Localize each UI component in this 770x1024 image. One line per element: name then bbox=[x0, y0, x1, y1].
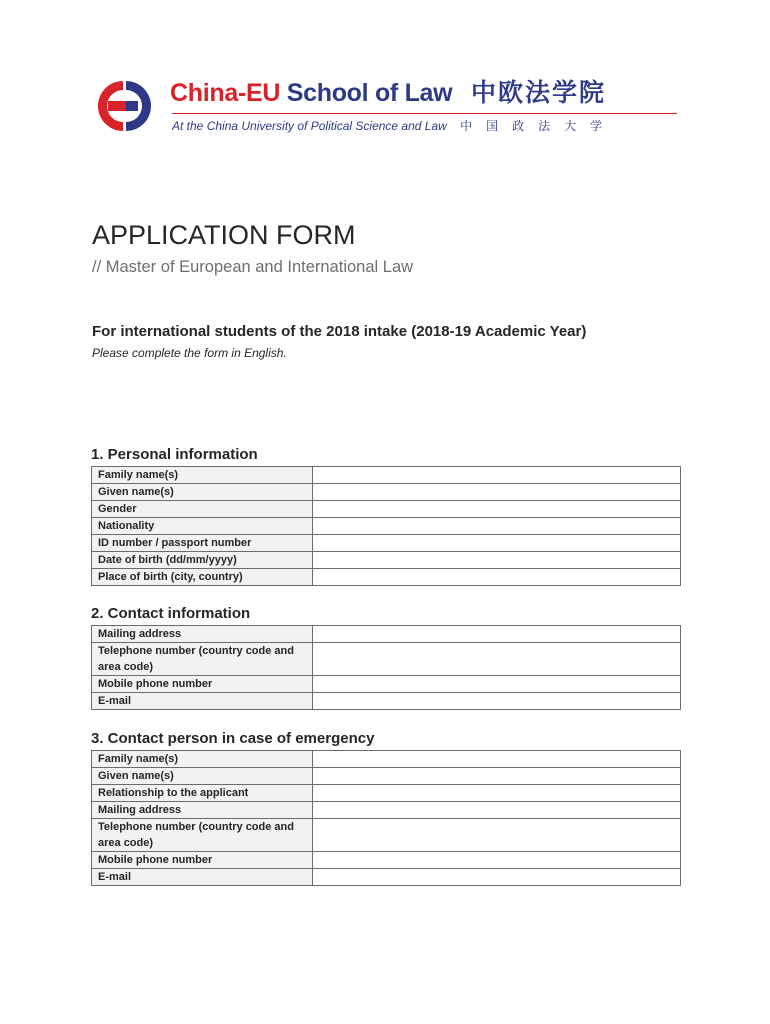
field-label: Telephone number (country code and area code) bbox=[92, 819, 313, 852]
form-row bbox=[92, 626, 681, 643]
logo-title-red: China-EU bbox=[170, 79, 281, 107]
field-label: Gender bbox=[92, 501, 313, 518]
field-input[interactable] bbox=[313, 626, 681, 643]
logo-subtitle bbox=[172, 118, 616, 134]
logo-title bbox=[170, 76, 606, 110]
field-label: Telephone number (country code and area code) bbox=[92, 643, 313, 676]
field-label: Date of birth (dd/mm/yyyy) bbox=[92, 552, 313, 569]
field-label: E-mail bbox=[92, 869, 313, 886]
section-emergency-contact bbox=[91, 729, 681, 886]
intake-heading: For international students of the 2018 intake (2018-19 Academic Year) bbox=[92, 323, 587, 340]
field-input[interactable] bbox=[313, 693, 681, 710]
field-label: Given name(s) bbox=[92, 768, 313, 785]
form-row bbox=[92, 501, 681, 518]
form-row bbox=[92, 693, 681, 710]
form-row bbox=[92, 535, 681, 552]
field-input[interactable] bbox=[313, 535, 681, 552]
field-label: Place of birth (city, country) bbox=[92, 569, 313, 586]
field-label: Mailing address bbox=[92, 626, 313, 643]
form-row bbox=[92, 676, 681, 693]
section-title: 1. Personal information bbox=[91, 446, 258, 463]
logo-subtitle-chinese: 中国政法大学 bbox=[460, 119, 617, 133]
form-row bbox=[92, 518, 681, 535]
field-label: ID number / passport number bbox=[92, 535, 313, 552]
field-input[interactable] bbox=[313, 819, 681, 852]
field-label: E-mail bbox=[92, 693, 313, 710]
field-input[interactable] bbox=[313, 484, 681, 501]
field-label: Mailing address bbox=[92, 802, 313, 819]
section-personal-information bbox=[91, 445, 681, 586]
form-row bbox=[92, 484, 681, 501]
school-emblem-icon bbox=[90, 78, 156, 134]
field-input[interactable] bbox=[313, 518, 681, 535]
form-row bbox=[92, 552, 681, 569]
field-input[interactable] bbox=[313, 751, 681, 768]
field-label: Family name(s) bbox=[92, 467, 313, 484]
field-label: Family name(s) bbox=[92, 751, 313, 768]
field-input[interactable] bbox=[313, 852, 681, 869]
form-table bbox=[91, 466, 681, 586]
field-label: Relationship to the applicant bbox=[92, 785, 313, 802]
logo-divider bbox=[172, 113, 677, 114]
page-title: APPLICATION FORM bbox=[92, 220, 356, 250]
section-contact-information bbox=[91, 604, 681, 710]
field-input[interactable] bbox=[313, 467, 681, 484]
form-row bbox=[92, 768, 681, 785]
form-table bbox=[91, 750, 681, 886]
section-title: 3. Contact person in case of emergency bbox=[91, 730, 375, 747]
form-row bbox=[92, 751, 681, 768]
form-row bbox=[92, 785, 681, 802]
field-label: Nationality bbox=[92, 518, 313, 535]
form-row bbox=[92, 869, 681, 886]
field-input[interactable] bbox=[313, 569, 681, 586]
form-row bbox=[92, 467, 681, 484]
logo-title-chinese: 中欧法学院 bbox=[470, 79, 606, 107]
form-table bbox=[91, 625, 681, 710]
field-input[interactable] bbox=[313, 643, 681, 676]
field-input[interactable] bbox=[313, 869, 681, 886]
field-input[interactable] bbox=[313, 768, 681, 785]
field-input[interactable] bbox=[313, 501, 681, 518]
form-row bbox=[92, 802, 681, 819]
form-row bbox=[92, 569, 681, 586]
logo-title-blue: School of Law bbox=[286, 79, 453, 107]
field-label: Mobile phone number bbox=[92, 852, 313, 869]
school-logo bbox=[90, 76, 690, 136]
field-input[interactable] bbox=[313, 785, 681, 802]
field-input[interactable] bbox=[313, 676, 681, 693]
field-input[interactable] bbox=[313, 552, 681, 569]
field-label: Mobile phone number bbox=[92, 676, 313, 693]
logo-subtitle-english: At the China University of Political Science and Law bbox=[172, 119, 447, 133]
form-row bbox=[92, 852, 681, 869]
form-row bbox=[92, 819, 681, 852]
field-label: Given name(s) bbox=[92, 484, 313, 501]
section-title: 2. Contact information bbox=[91, 605, 251, 622]
field-input[interactable] bbox=[313, 802, 681, 819]
page-subtitle: // Master of European and International Law bbox=[92, 258, 414, 276]
form-row bbox=[92, 643, 681, 676]
instruction-note: Please complete the form in English. bbox=[92, 346, 287, 360]
